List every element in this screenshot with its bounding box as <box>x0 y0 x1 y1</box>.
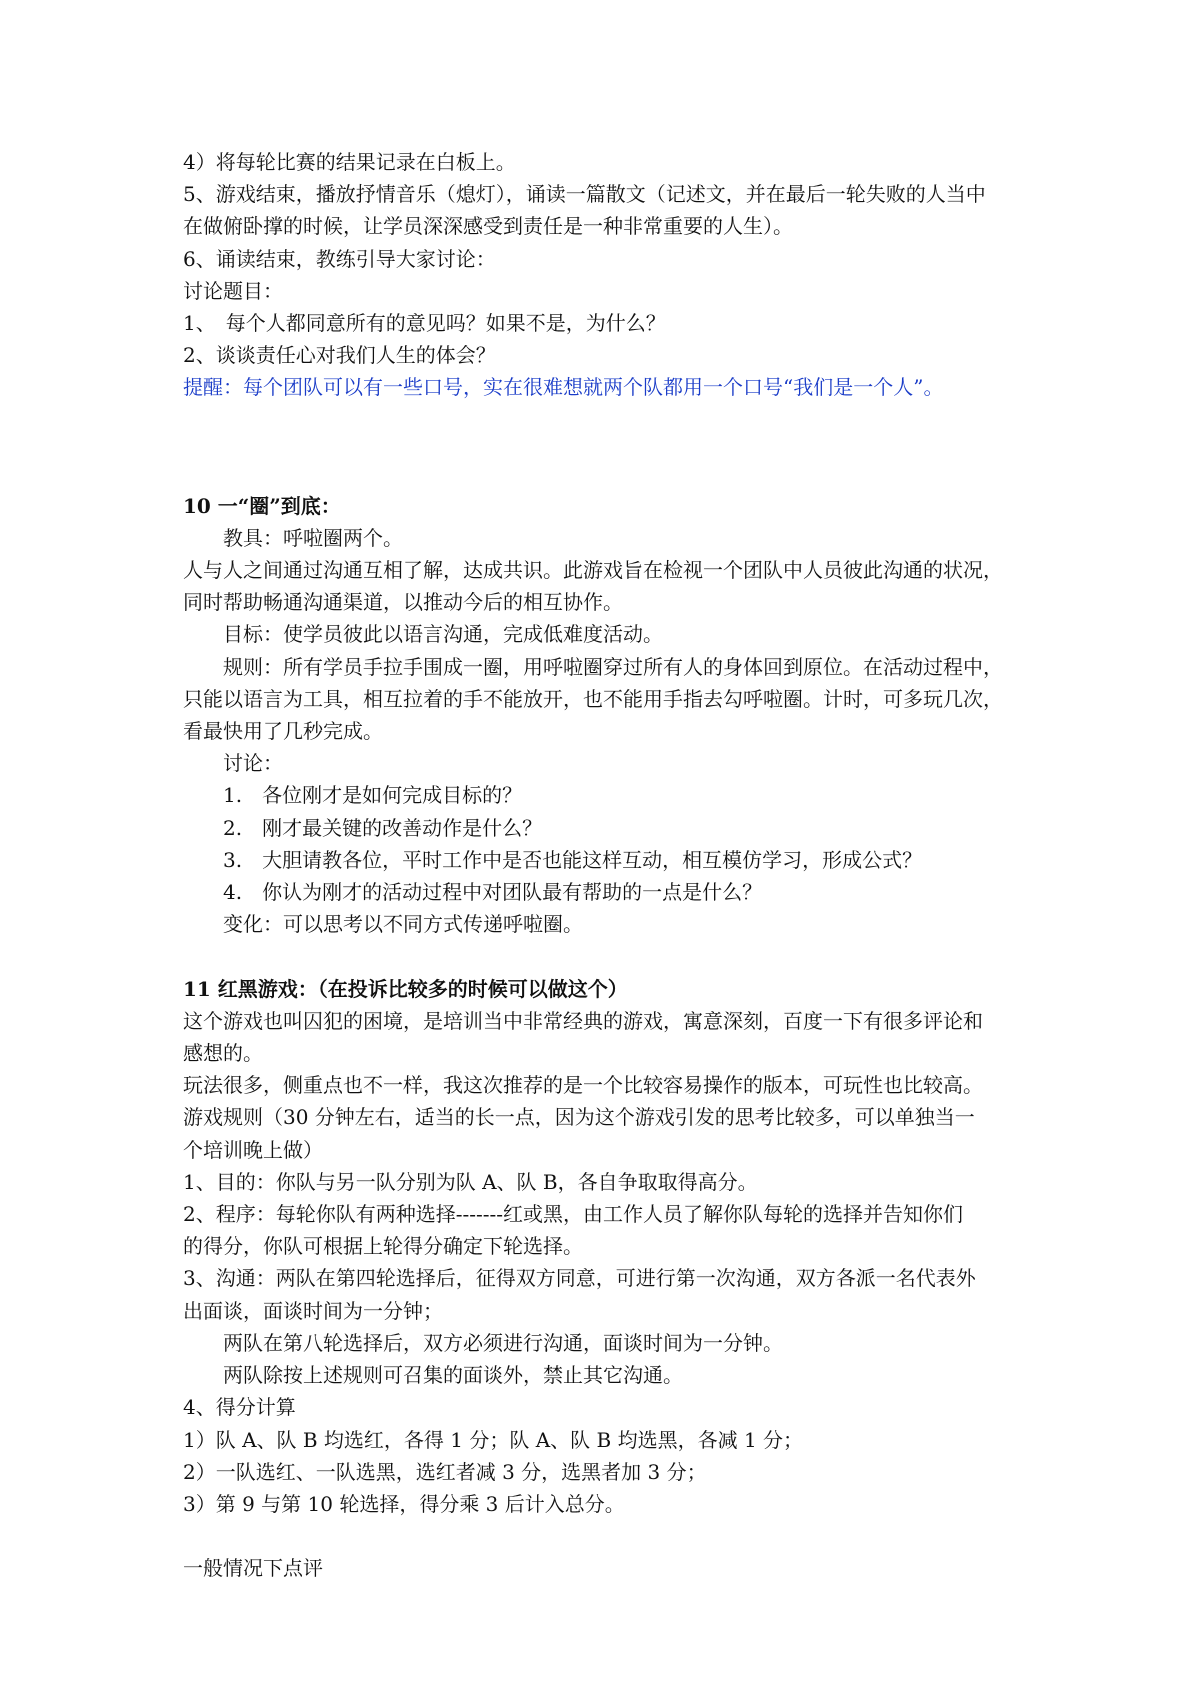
paragraph: 两队在第八轮选择后，双方必须进行沟通，面谈时间为一分钟。 <box>223 1330 783 1355</box>
list-item: 4、得分计算 <box>183 1395 296 1420</box>
list-item: 1. 各位刚才是如何完成目标的？ <box>223 783 523 808</box>
list-item: 2. 刚才最关键的改善动作是什么？ <box>223 815 543 840</box>
list-item: 3、沟通：两队在第四轮选择后，征得双方同意，可进行第一次沟通，双方各派一名代表外 <box>183 1266 976 1291</box>
section-heading: 10 一“圈”到底： <box>183 493 341 518</box>
reminder-text: 提醒：每个团队可以有一些口号，实在很难想就两个队都用一个口号“我们是一个人”。 <box>183 375 944 400</box>
paragraph: 看最快用了几秒完成。 <box>183 719 383 744</box>
paragraph: 在做俯卧撑的时候，让学员深深感受到责任是一种非常重要的人生）。 <box>183 214 793 239</box>
paragraph: 两队除按上述规则可召集的面谈外，禁止其它沟通。 <box>223 1363 683 1388</box>
paragraph: 只能以语言为工具，相互拉着的手不能放开，也不能用手指去勾呼啦圈。计时，可多玩几次， <box>183 686 1003 711</box>
paragraph: 4）将每轮比赛的结果记录在白板上。 <box>183 150 516 174</box>
paragraph: 变化：可以思考以不同方式传递呼啦圈。 <box>223 912 583 937</box>
paragraph: 一般情况下点评 <box>183 1556 323 1581</box>
paragraph: 人与人之间通过沟通互相了解，达成共识。此游戏旨在检视一个团队中人员彼此沟通的状况， <box>183 558 1003 583</box>
paragraph: 感想的。 <box>183 1041 263 1066</box>
paragraph: 个培训晚上做） <box>183 1137 323 1162</box>
list-item: 2、程序：每轮你队有两种选择-------红或黑，由工作人员了解你队每轮的选择并告知你们 <box>183 1202 964 1227</box>
paragraph: 游戏规则（30 分钟左右，适当的长一点，因为这个游戏引发的思考比较多，可以单独当一 <box>183 1105 975 1130</box>
paragraph: 这个游戏也叫囚犯的困境，是培训当中非常经典的游戏，寓意深刻，百度一下有很多评论和 <box>183 1008 983 1033</box>
paragraph: 出面谈，面谈时间为一分钟； <box>183 1298 443 1323</box>
list-item: 3. 大胆请教各位，平时工作中是否也能这样互动，相互模仿学习，形成公式？ <box>223 847 923 872</box>
list-item: 2）一队选红、一队选黑，选红者减 3 分，选黑者加 3 分； <box>183 1459 707 1484</box>
paragraph: 6、诵读结束，教练引导大家讨论： <box>183 246 496 271</box>
paragraph: 玩法很多，侧重点也不一样，我这次推荐的是一个比较容易操作的版本，可玩性也比较高。 <box>183 1073 983 1098</box>
paragraph: 教具：呼啦圈两个。 <box>223 525 403 550</box>
paragraph: 规则：所有学员手拉手围成一圈，用呼啦圈穿过所有人的身体回到原位。在活动过程中， <box>223 654 1003 679</box>
paragraph: 的得分，你队可根据上轮得分确定下轮选择。 <box>183 1234 583 1259</box>
section-heading: 11 红黑游戏：（在投诉比较多的时候可以做这个） <box>183 976 628 1001</box>
list-item: 3）第 9 与第 10 轮选择，得分乘 3 后计入总分。 <box>183 1491 625 1516</box>
paragraph: 同时帮助畅通沟通渠道，以推动今后的相互协作。 <box>183 590 623 615</box>
list-item: 1、目的：你队与另一队分别为队 A、队 B，各自争取取得高分。 <box>183 1169 758 1194</box>
list-item: 1、 每个人都同意所有的意见吗？如果不是，为什么？ <box>183 311 666 336</box>
list-item: 2、谈谈责任心对我们人生的体会？ <box>183 343 496 368</box>
paragraph: 讨论题目： <box>183 278 283 303</box>
list-item: 1）队 A、队 B 均选红，各得 1 分；队 A、队 B 均选黑，各减 1 分； <box>183 1427 804 1452</box>
list-item: 4. 你认为刚才的活动过程中对团队最有帮助的一点是什么？ <box>223 880 763 905</box>
paragraph: 目标：使学员彼此以语言沟通，完成低难度活动。 <box>223 622 663 647</box>
paragraph: 5、游戏结束，播放抒情音乐（熄灯），诵读一篇散文（记述文，并在最后一轮失败的人当中 <box>183 182 986 207</box>
paragraph: 讨论： <box>223 751 283 776</box>
